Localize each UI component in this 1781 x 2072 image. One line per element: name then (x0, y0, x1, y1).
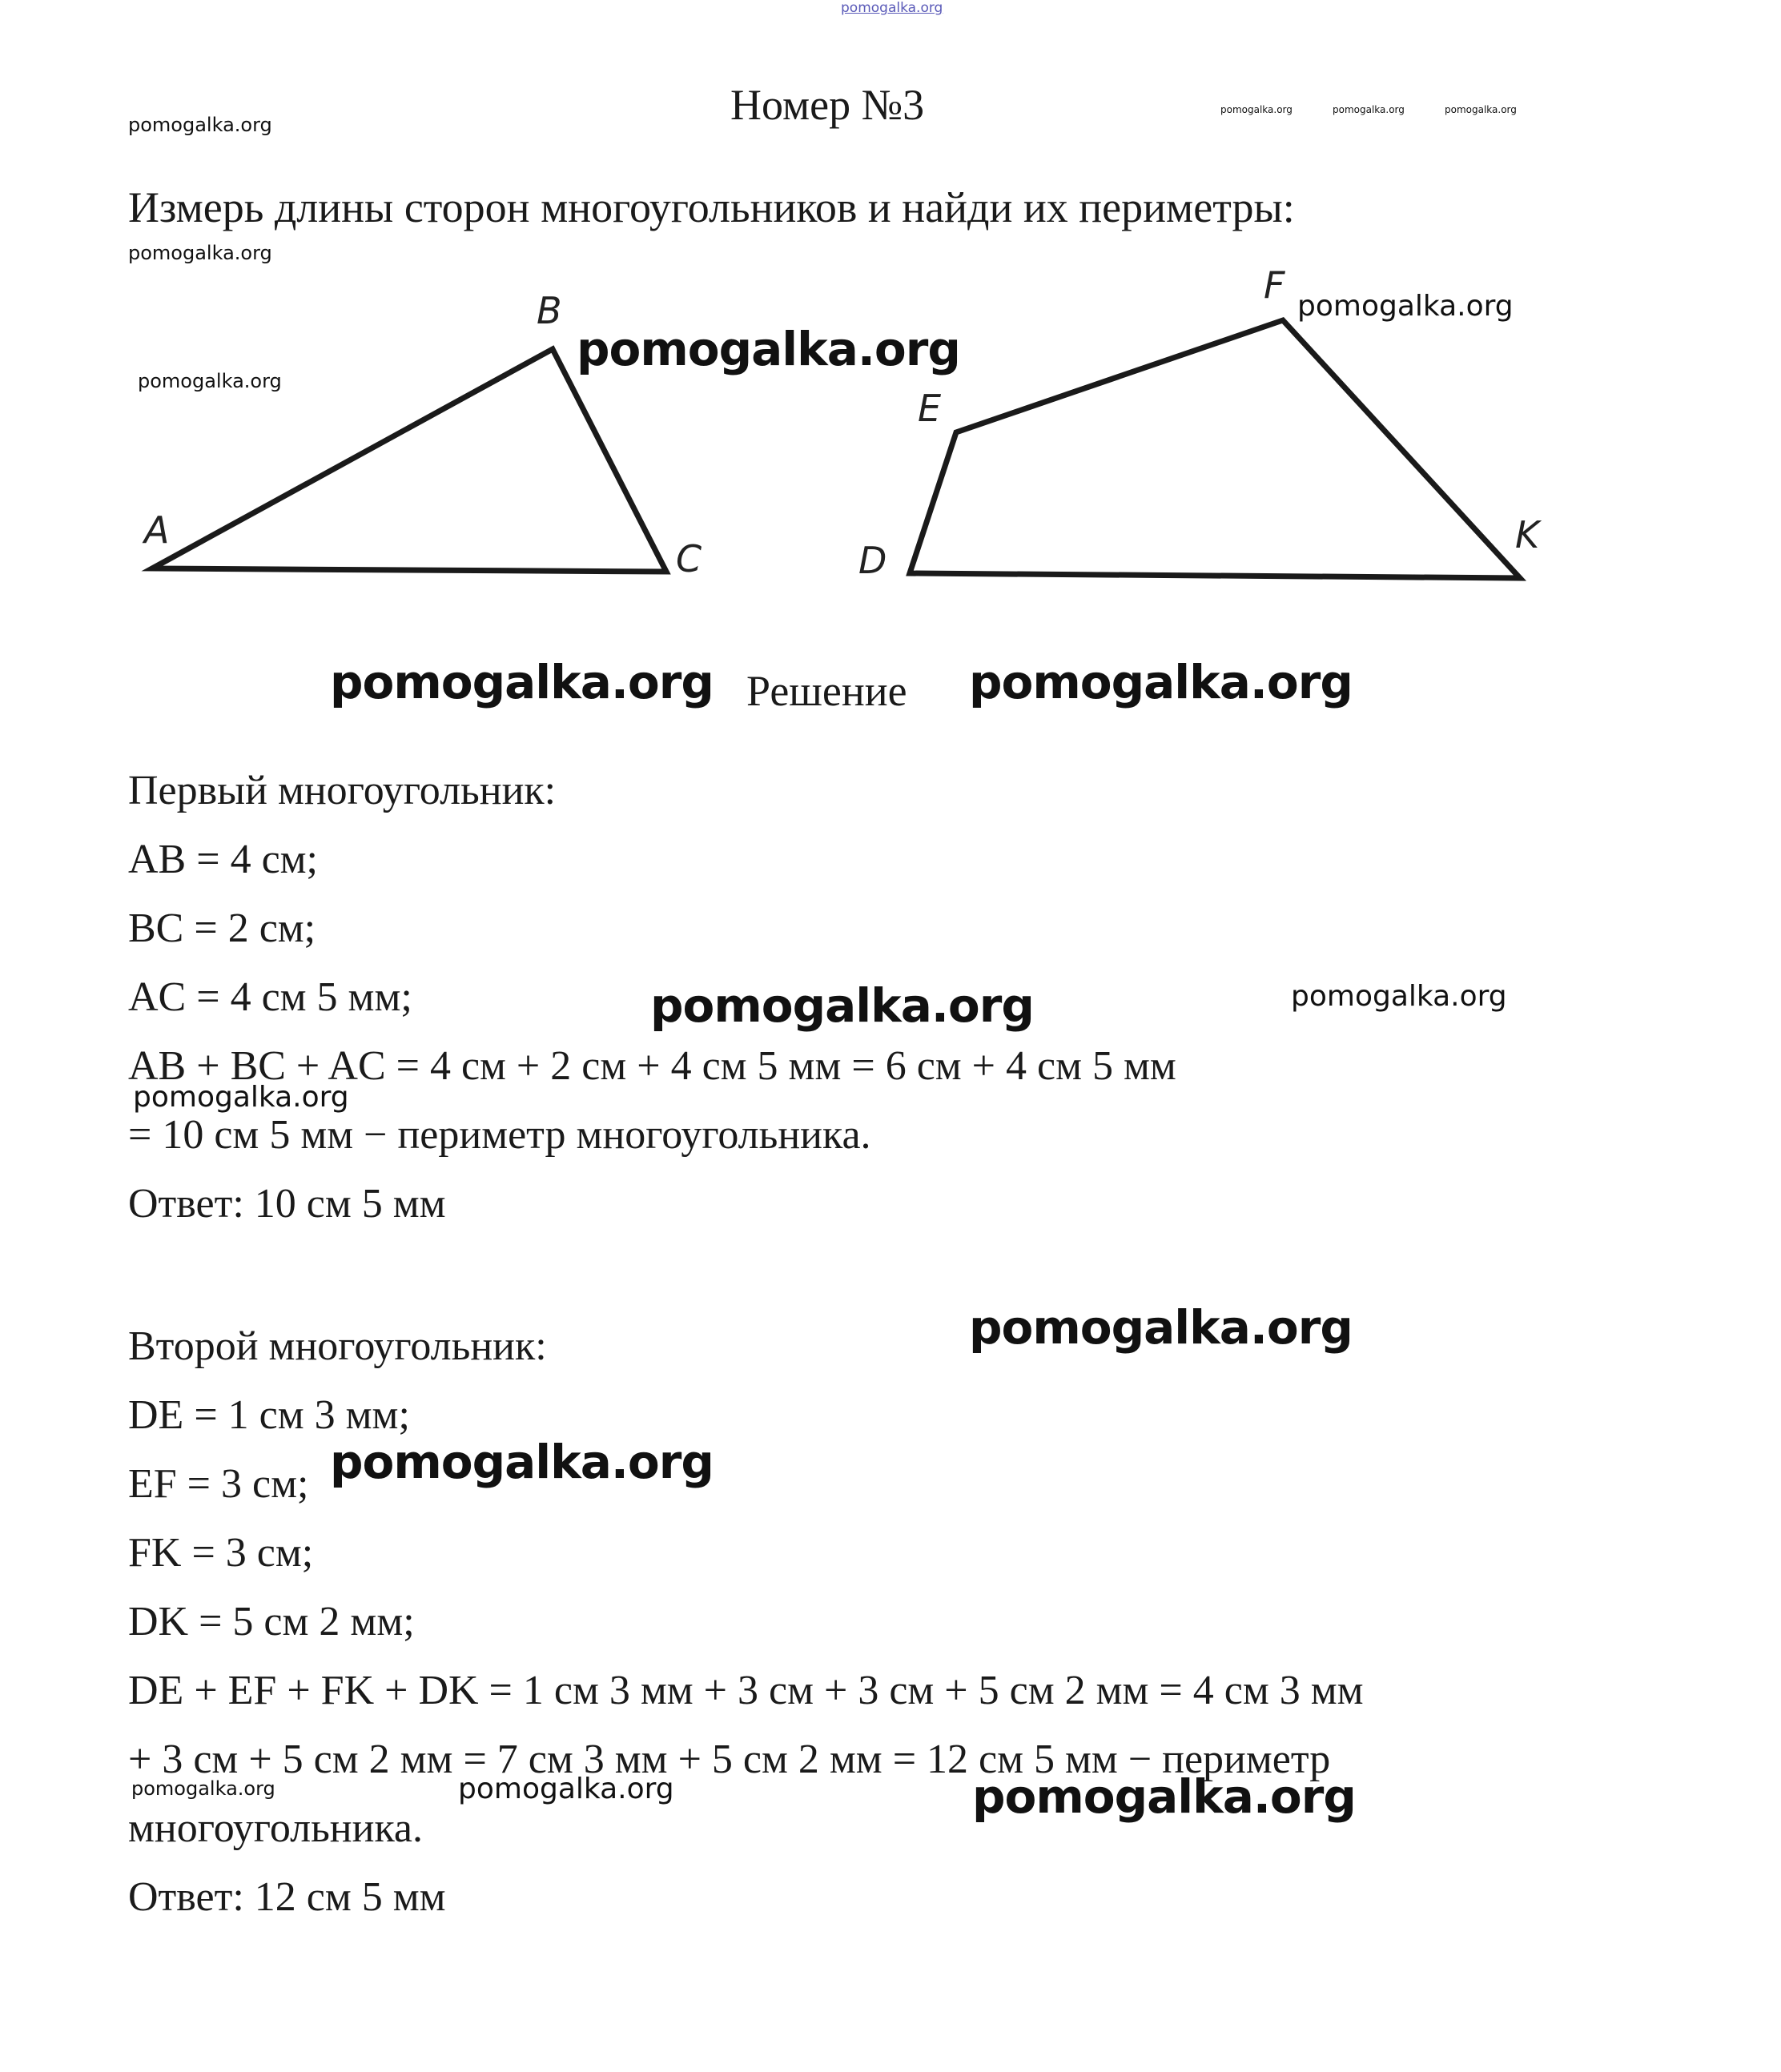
first-answer: Ответ: 10 см 5 мм (128, 1181, 446, 1227)
watermark-first-right: pomogalka.org (1291, 980, 1507, 1013)
polygons-figure (130, 240, 1563, 608)
second-line-sum-1: DE + EF + FK + DK = 1 см 3 мм + 3 см + 3 см + 5 см 2 мм = 4 см 3 мм (128, 1668, 1364, 1713)
watermark-top: pomogalka.org (841, 0, 943, 16)
vertex-label-f: F (1264, 263, 1285, 307)
vertex-label-e: E (918, 387, 942, 430)
watermark-header-left: pomogalka.org (128, 114, 272, 136)
triangle-outline (152, 349, 666, 572)
quadrilateral-outline (910, 320, 1520, 578)
vertex-label-d: D (858, 539, 887, 582)
page-title: Номер №3 (730, 81, 925, 129)
first-line-bc: BC = 2 см; (128, 905, 316, 951)
watermark-figure-right: pomogalka.org (1297, 290, 1514, 323)
second-line-result: многоугольника. (128, 1805, 424, 1851)
watermark-second-mid: pomogalka.org (458, 1773, 674, 1805)
first-line-sum: AB + BC + AC = 4 см + 2 см + 4 см 5 мм = 6 см + 4 см 5 мм (128, 1043, 1176, 1089)
watermark-first-center: pomogalka.org (650, 978, 1034, 1033)
second-line-ef: EF = 3 см; (128, 1461, 309, 1507)
watermark-second-right: pomogalka.org (969, 1300, 1353, 1355)
second-answer: Ответ: 12 см 5 мм (128, 1874, 446, 1920)
watermark-solution-left: pomogalka.org (330, 655, 714, 709)
task-text: Измерь длины сторон многоугольников и найди их периметры: (128, 183, 1295, 231)
second-polygon-title: Второй многоугольник: (128, 1323, 547, 1369)
vertex-label-k: K (1515, 513, 1540, 556)
watermark-first-left: pomogalka.org (133, 1081, 349, 1114)
vertex-label-b: B (537, 289, 562, 332)
watermark-second-center: pomogalka.org (330, 1435, 714, 1489)
vertex-label-c: C (676, 537, 702, 580)
second-line-de: DE = 1 см 3 мм; (128, 1392, 410, 1438)
first-line-result: = 10 см 5 мм − периметр многоугольника. (128, 1112, 871, 1158)
first-line-ac: AC = 4 см 5 мм; (128, 974, 412, 1020)
first-polygon-title: Первый многоугольник: (128, 768, 557, 813)
watermark-task-left: pomogalka.org (128, 242, 272, 264)
second-line-dk: DK = 5 см 2 мм; (128, 1599, 415, 1644)
watermark-figure-center: pomogalka.org (577, 322, 960, 376)
solution-heading: Решение (746, 667, 907, 715)
watermark-header-small-2: pomogalka.org (1333, 104, 1405, 115)
watermark-header-small-1: pomogalka.org (1220, 104, 1293, 115)
second-line-fk: FK = 3 см; (128, 1530, 314, 1576)
watermark-second-left: pomogalka.org (131, 1777, 275, 1800)
first-line-ab: AB = 4 см; (128, 837, 318, 882)
watermark-second-bottom-right: pomogalka.org (972, 1769, 1356, 1824)
quadrilateral-defk (858, 263, 1542, 582)
watermark-figure-left: pomogalka.org (138, 370, 282, 392)
watermark-header-small-3: pomogalka.org (1445, 104, 1517, 115)
second-line-sum-2: + 3 см + 5 см 2 мм = 7 см 3 мм + 5 см 2 мм = 12 см 5 мм − периметр (128, 1737, 1331, 1782)
watermark-solution-right: pomogalka.org (969, 655, 1353, 709)
vertex-label-a: A (144, 508, 170, 552)
